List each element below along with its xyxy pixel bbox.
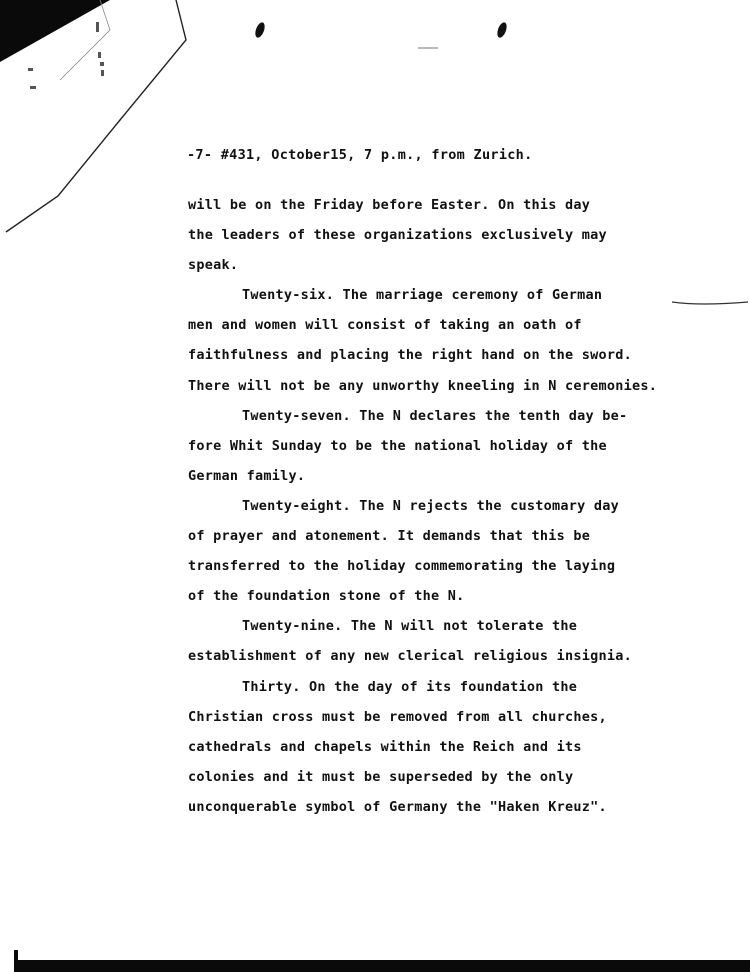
text-line: Thirty. On the day of its foundation the [242,678,578,695]
text-line: faithfulness and placing the right hand on the sword. [188,347,633,364]
text-line: Twenty-eight. The N rejects the customary day [242,497,619,514]
text-line: Christian cross must be removed from all churches, [188,708,607,725]
text-line: German family. [188,467,306,484]
text-line: Twenty-nine. The N will not tolerate the [242,618,578,635]
document-body [188,190,728,822]
dark-corner-shadow [0,0,110,62]
text-line: of the foundation stone of the N. [188,588,465,605]
text-line: establishment of any new clerical religious insignia. [188,648,633,665]
punch-mark-left [254,21,267,39]
text-line: cathedrals and chapels within the Reich and its [188,738,582,755]
text-line: Twenty-seven. The N declares the tenth day be- [242,407,628,424]
text-line: speak. [188,257,239,274]
bottom-edge [14,960,750,972]
bottom-left-notch [14,950,18,962]
text-line: the leaders of these organizations exclusively may [188,227,607,244]
text-line: of prayer and atonement. It demands that this be [188,528,591,545]
text-line: fore Whit Sunday to be the national holiday of the [188,437,607,454]
document-header: -7- #431, October15, 7 p.m., from Zurich. [187,147,533,163]
text-line: will be on the Friday before Easter. On this day [188,197,591,213]
text-line: transferred to the holiday commemorating the laying [188,558,616,575]
text-line: colonies and it must be superseded by the only [188,768,574,785]
text-line: men and women will consist of taking an oath of [188,317,582,334]
punch-mark-right [496,21,509,39]
text-line: unconquerable symbol of Germany the "Haken Kreuz". [188,798,607,815]
text-line: Twenty-six. The marriage ceremony of German [242,287,603,304]
text-line: There will not be any unworthy kneeling in N ceremonies. [188,377,658,394]
